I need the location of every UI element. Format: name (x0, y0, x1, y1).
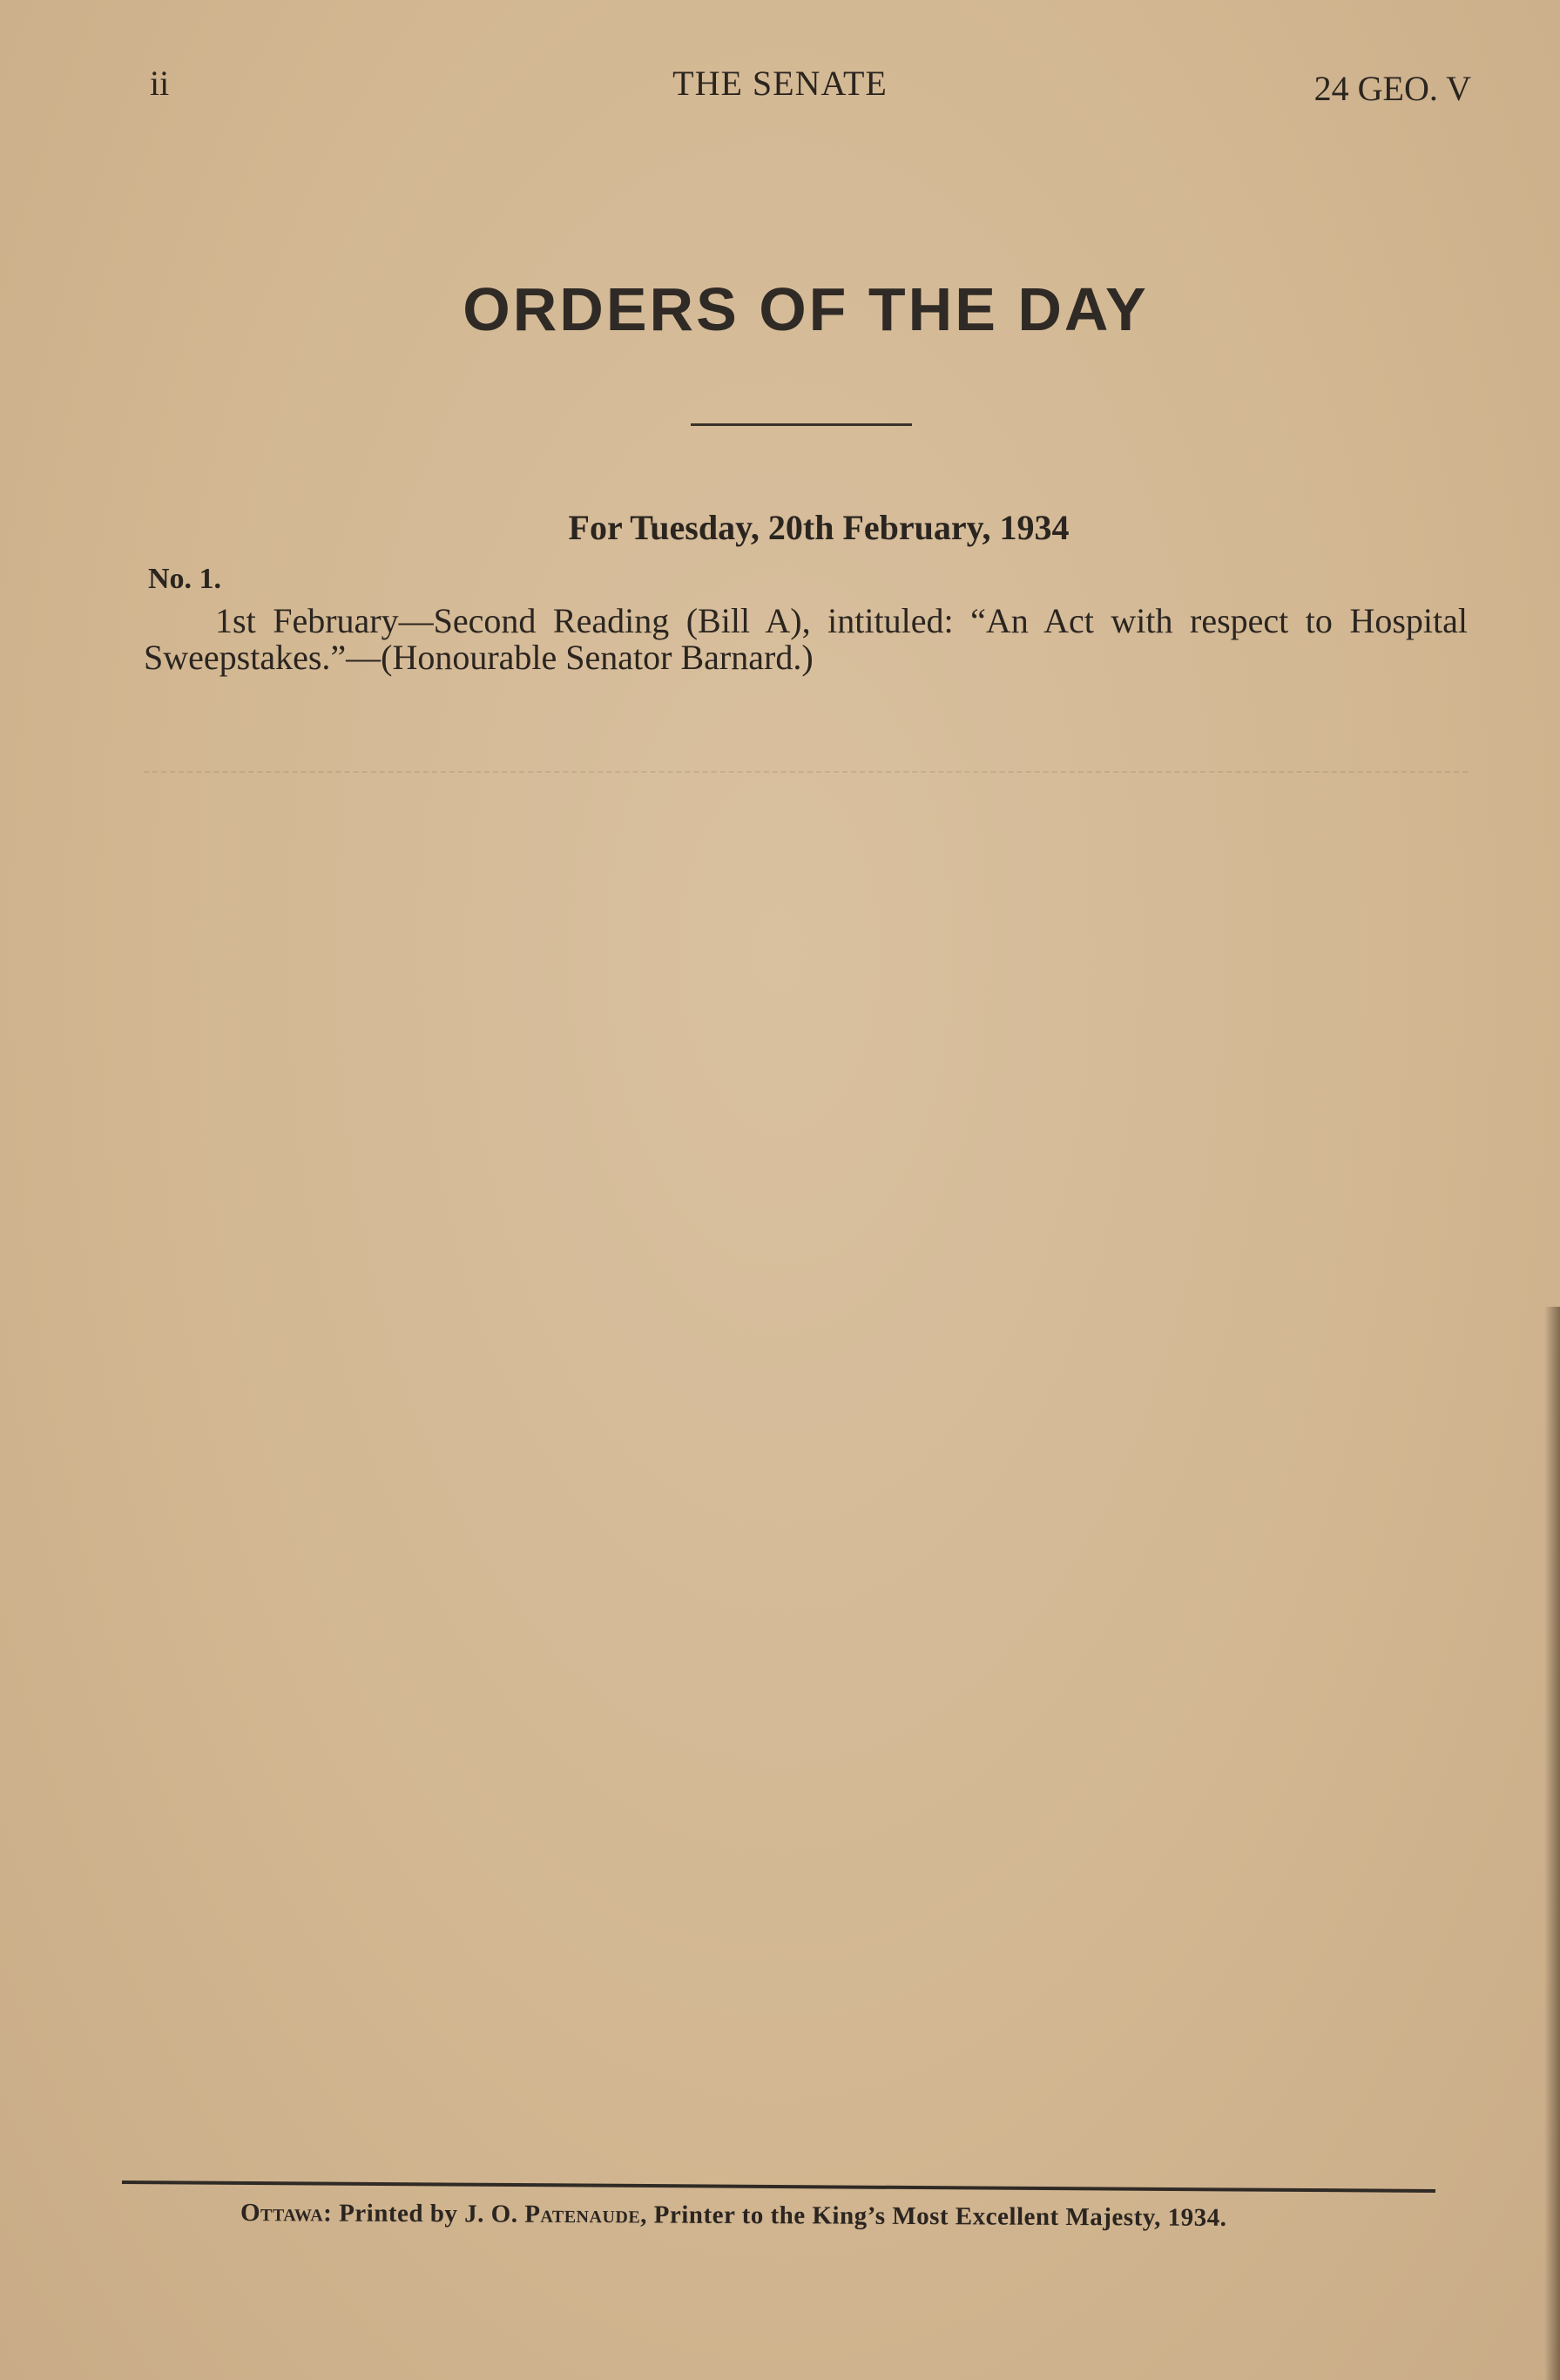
printer-imprint (240, 2199, 1227, 2233)
page-edge-shadow (1544, 1307, 1560, 2380)
title-divider (691, 423, 912, 426)
imprint-rest: , Printer to the King’s Most Excellent Majesty, 1934. (640, 2201, 1227, 2232)
regnal-year: 24 GEO. V (1314, 69, 1471, 108)
order-number: No. 1. (148, 563, 222, 595)
page-number: ii (150, 64, 170, 103)
imprint-printer: Patenaude (524, 2200, 641, 2229)
paper-bleed-through (144, 771, 1468, 774)
imprint-place: Ottawa (240, 2199, 324, 2228)
sitting-date: For Tuesday, 20th February, 1934 (568, 508, 1070, 547)
running-title: THE SENATE (672, 64, 888, 103)
running-head (0, 63, 1560, 106)
page-title: ORDERS OF THE DAY (463, 275, 1149, 343)
footer-divider (122, 2181, 1435, 2193)
imprint-printed-by: : Printed by J. O. (323, 2199, 525, 2228)
order-text: 1st February—Second Reading (Bill A), intituled: “An Act with respect to Hospital Sweepstakes.”—(Honourable Senator Barnard.) (144, 601, 1468, 677)
